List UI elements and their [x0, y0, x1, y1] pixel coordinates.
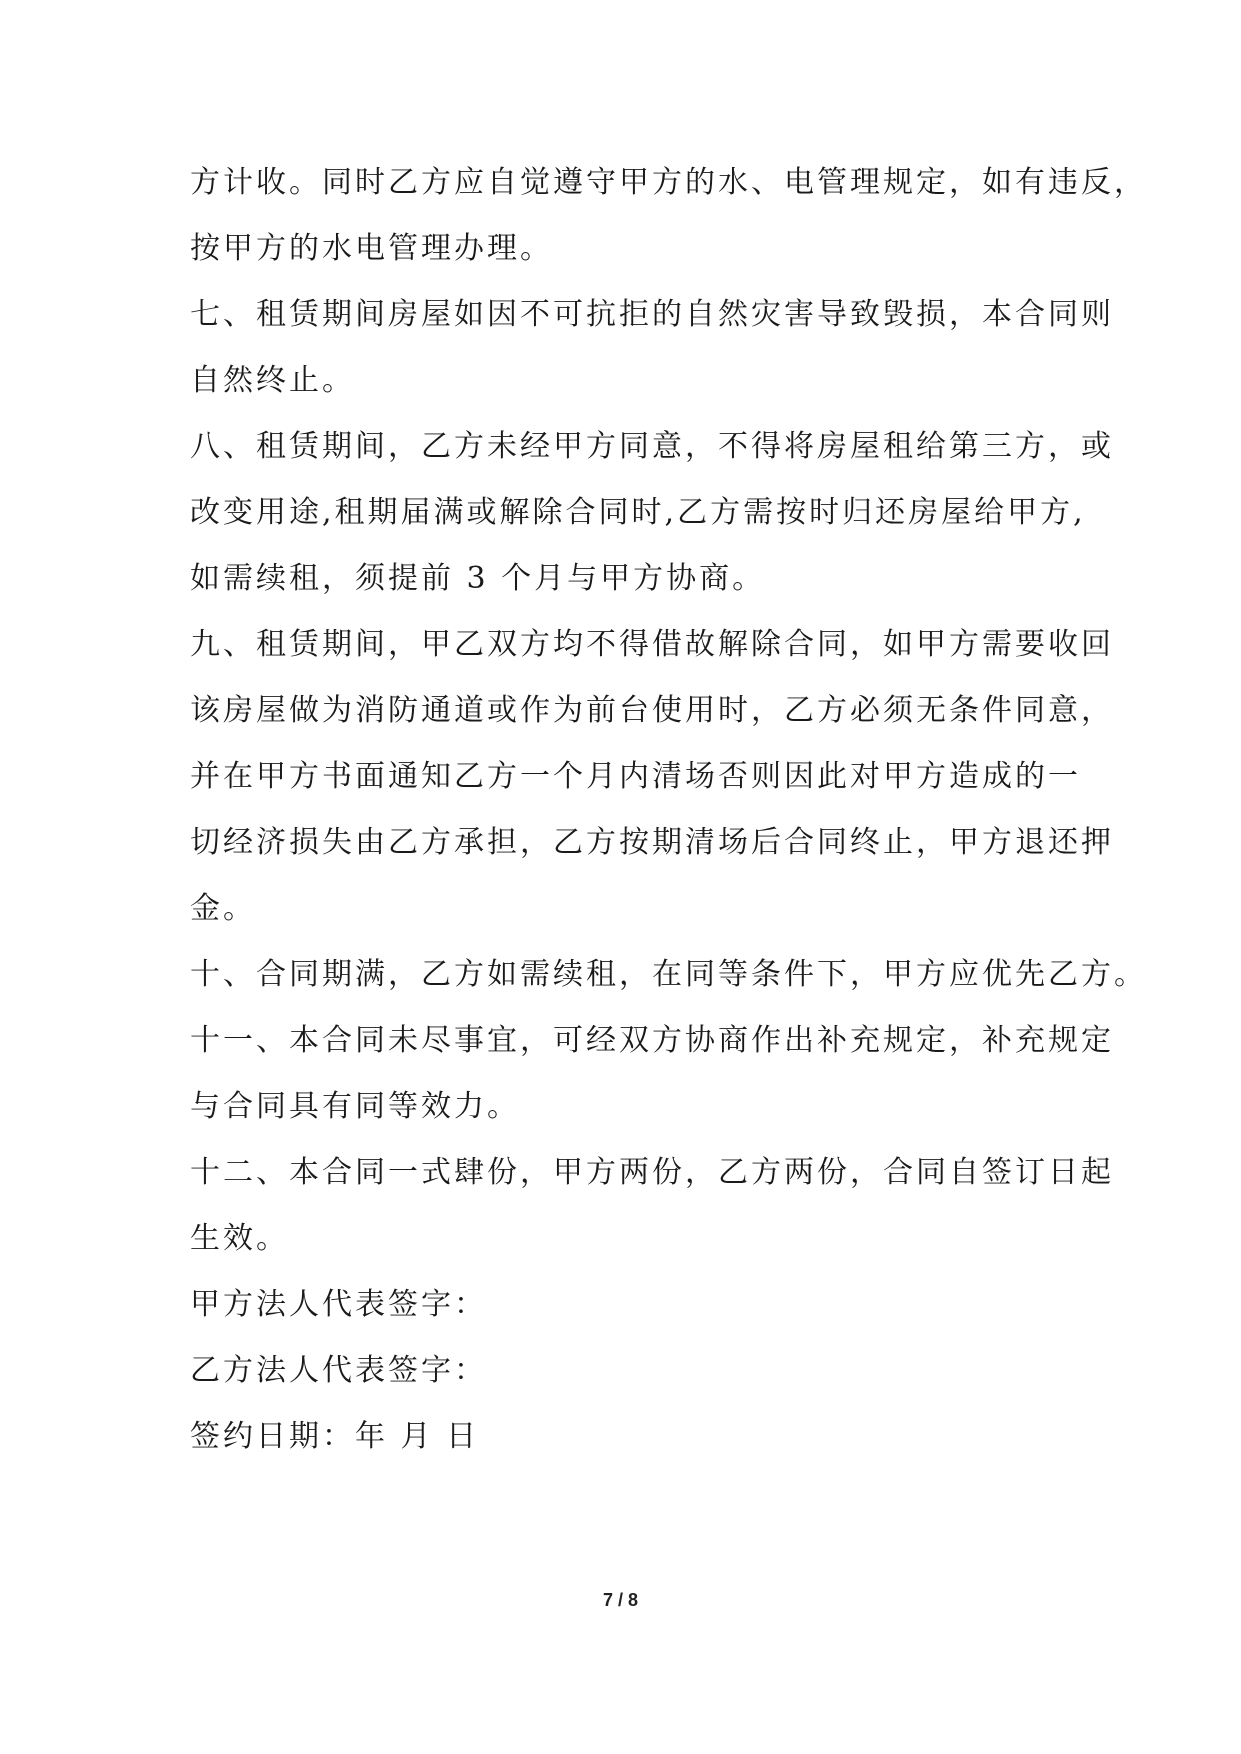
text-line: 改变用途,租期届满或解除合同时,乙方需按时归还房屋给甲方,	[190, 495, 1086, 530]
signing-date-line: 签约日期：年 月 日	[190, 1419, 480, 1454]
party-a-signature-line: 甲方法人代表签字：	[190, 1287, 487, 1322]
clause-9-line: 九、租赁期间，甲乙双方均不得借故解除合同，如甲方需要收回	[190, 627, 1114, 662]
text-line: 与合同具有同等效力。	[190, 1089, 520, 1124]
text-line: 自然终止。	[190, 363, 355, 398]
clause-12-line: 十二、本合同一式肆份，甲方两份，乙方两份，合同自签订日起	[190, 1155, 1114, 1190]
party-b-signature-line: 乙方法人代表签字：	[190, 1353, 487, 1388]
page-number: 7 / 8	[602, 1590, 639, 1610]
clause-7-line: 七、租赁期间房屋如因不可抗拒的自然灾害导致毁损，本合同则	[190, 297, 1114, 332]
clause-10-line: 十、合同期满，乙方如需续租，在同等条件下，甲方应优先乙方。	[190, 957, 1147, 992]
text-line: 方计收。同时乙方应自觉遵守甲方的水、电管理规定，如有违反，	[190, 165, 1147, 200]
text-line: 按甲方的水电管理办理。	[190, 231, 553, 266]
text-line: 生效。	[190, 1221, 289, 1256]
document-body	[190, 150, 1147, 1470]
clause-11-line: 十一、本合同未尽事宜，可经双方协商作出补充规定，补充规定	[190, 1023, 1114, 1058]
text-line: 该房屋做为消防通道或作为前台使用时，乙方必须无条件同意，	[190, 693, 1114, 728]
text-line: 并在甲方书面通知乙方一个月内清场否则因此对甲方造成的一	[190, 759, 1081, 794]
text-line: 切经济损失由乙方承担，乙方按期清场后合同终止，甲方退还押	[190, 825, 1114, 860]
text-line: 如需续租，须提前 3 个月与甲方协商。	[190, 561, 766, 596]
text-line: 金。	[190, 891, 256, 926]
clause-8-line: 八、租赁期间，乙方未经甲方同意，不得将房屋租给第三方，或	[190, 429, 1114, 464]
